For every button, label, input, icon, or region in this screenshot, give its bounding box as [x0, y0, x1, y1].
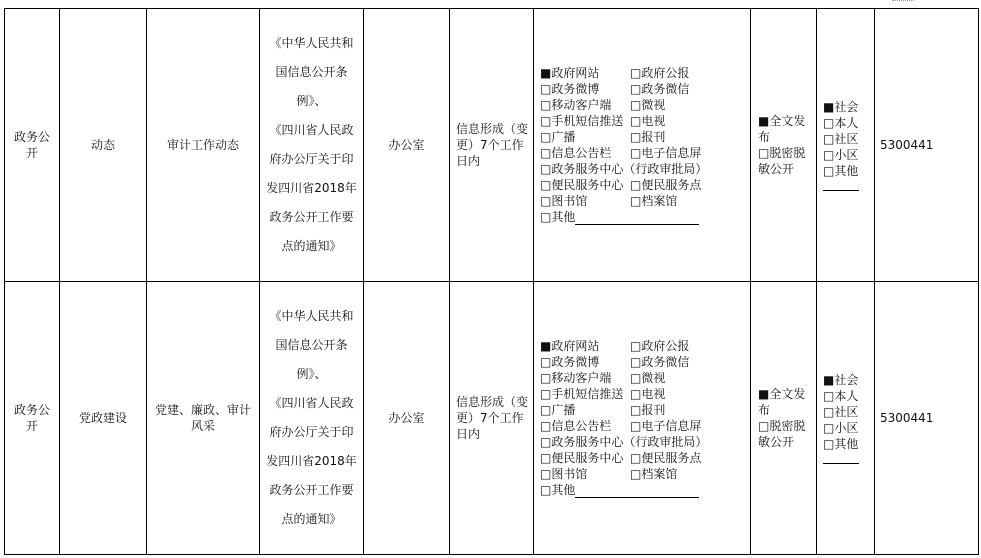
- department-cell: [364, 282, 450, 555]
- category-c-cell: [147, 282, 260, 555]
- channel-other-option[interactable]: □其他: [540, 482, 744, 498]
- audience-other-blank[interactable]: [823, 453, 859, 464]
- audience-list: [823, 372, 868, 464]
- category-c-line: 风采: [190, 419, 215, 433]
- department-text: 办公室: [388, 138, 425, 152]
- channel-option[interactable]: □政务微信: [630, 82, 690, 96]
- basis-text: [266, 302, 357, 534]
- code-cell: [875, 282, 979, 555]
- category-a-line: 开: [25, 419, 38, 433]
- category-a-text: [11, 129, 53, 161]
- channel-option[interactable]: ■政府网站: [540, 339, 600, 353]
- channel-option[interactable]: □便民服务点: [630, 178, 702, 192]
- channel-option[interactable]: □便民服务中心: [540, 178, 624, 192]
- category-b-text: 党政建设: [78, 411, 127, 425]
- code-cell: [875, 9, 979, 282]
- audience-option[interactable]: □其他: [823, 164, 859, 178]
- category-a-line: 政务公: [13, 130, 50, 144]
- category-b-cell: [60, 282, 147, 555]
- channel-option[interactable]: □移动客户端: [540, 371, 612, 385]
- table-row: [5, 9, 979, 282]
- audience-option[interactable]: □小区: [823, 421, 859, 435]
- channels-cell: [534, 282, 751, 555]
- page-edge-marker: [892, 0, 914, 2]
- publish-mode-option[interactable]: □脱密脱: [758, 146, 806, 160]
- basis-text: [266, 29, 357, 261]
- channel-option[interactable]: □电视: [630, 114, 666, 128]
- basis-line: 例》、: [296, 94, 327, 108]
- channel-option[interactable]: ■政府网站: [540, 66, 600, 80]
- category-a-line: 开: [25, 146, 38, 160]
- audience-cell: [817, 282, 875, 555]
- channel-option[interactable]: □报刊: [630, 403, 666, 417]
- category-c-line: 党建、廉政、审计: [154, 403, 251, 417]
- channel-other-option[interactable]: □其他: [540, 209, 744, 225]
- publish-mode-cell: [751, 9, 817, 282]
- department-cell: [364, 9, 450, 282]
- basis-line: 政务公开工作要: [269, 210, 354, 224]
- audience-option[interactable]: □其他: [823, 437, 859, 451]
- channel-option[interactable]: □手机短信推送: [540, 114, 624, 128]
- channel-option[interactable]: □便民服务点: [630, 451, 702, 465]
- channel-list: [540, 65, 744, 225]
- timeline-line: 更）7个工作: [456, 411, 524, 425]
- audience-option[interactable]: ■社会: [823, 100, 859, 114]
- department-text: 办公室: [388, 411, 425, 425]
- channel-option[interactable]: □移动客户端: [540, 98, 612, 112]
- channel-option[interactable]: □手机短信推送: [540, 387, 624, 401]
- timeline-cell: [450, 282, 534, 555]
- publish-mode-cell: [751, 282, 817, 555]
- basis-line: 《四川省人民政: [269, 396, 354, 410]
- channel-option[interactable]: □图书馆: [540, 467, 588, 481]
- channel-option[interactable]: □政务微信: [630, 355, 690, 369]
- timeline-line: 日内: [456, 154, 481, 168]
- channel-option[interactable]: □政务微博: [540, 355, 600, 369]
- basis-line: 国信息公开条: [275, 65, 348, 79]
- channel-other-blank[interactable]: [575, 485, 699, 498]
- table-body: [5, 9, 979, 555]
- channel-list: [540, 338, 744, 498]
- channel-option[interactable]: □广播: [540, 130, 576, 144]
- basis-line: 发四川省2018年: [266, 454, 357, 468]
- channel-option[interactable]: □政务服务中心（行政审批局）: [540, 162, 708, 176]
- timeline-line: 日内: [456, 427, 481, 441]
- channel-option[interactable]: □政务微博: [540, 82, 600, 96]
- audience-other-blank[interactable]: [823, 180, 859, 191]
- channel-option[interactable]: □档案馆: [630, 467, 678, 481]
- category-a-cell: [5, 9, 60, 282]
- channel-option[interactable]: □广播: [540, 403, 576, 417]
- channel-option[interactable]: □微视: [630, 98, 666, 112]
- channel-option[interactable]: □电子信息屏: [630, 146, 702, 160]
- basis-line: 国信息公开条: [275, 338, 348, 352]
- basis-line: 《中华人民共和: [269, 36, 354, 50]
- channel-option[interactable]: □政府公报: [630, 339, 690, 353]
- channel-option[interactable]: □政府公报: [630, 66, 690, 80]
- category-a-line: 政务公: [13, 403, 50, 417]
- channel-option[interactable]: □信息公告栏: [540, 419, 612, 433]
- basis-line: 发四川省2018年: [266, 181, 357, 195]
- channel-option[interactable]: □电子信息屏: [630, 419, 702, 433]
- channel-other-blank[interactable]: [575, 212, 699, 225]
- publish-mode-option[interactable]: ■全文发: [758, 114, 806, 128]
- disclosure-table: [4, 8, 979, 555]
- timeline-line: 更）7个工作: [456, 138, 524, 152]
- timeline-cell: [450, 9, 534, 282]
- publish-mode-option[interactable]: 敏公开: [758, 435, 795, 449]
- category-c-text: [153, 137, 253, 153]
- basis-cell: [260, 9, 364, 282]
- channel-option[interactable]: □政务服务中心（行政审批局）: [540, 435, 708, 449]
- category-a-text: [11, 402, 53, 434]
- basis-line: 府办公厅关于印: [269, 152, 354, 166]
- timeline-line: 信息形成（变: [456, 395, 529, 409]
- category-b-text: 动态: [90, 138, 115, 152]
- basis-line: 政务公开工作要: [269, 483, 354, 497]
- category-b-cell: [60, 9, 147, 282]
- timeline-text: [456, 394, 527, 442]
- channel-option[interactable]: □档案馆: [630, 194, 678, 208]
- publish-mode-list: [758, 386, 810, 450]
- table-row: [5, 282, 979, 555]
- basis-line: 点的通知》: [281, 512, 342, 526]
- basis-cell: [260, 282, 364, 555]
- publish-mode-option[interactable]: 布: [758, 403, 771, 417]
- basis-line: 府办公厅关于印: [269, 425, 354, 439]
- channel-option[interactable]: □报刊: [630, 130, 666, 144]
- code-text: 5300441: [880, 138, 934, 152]
- audience-option[interactable]: □小区: [823, 148, 859, 162]
- basis-line: 例》、: [296, 367, 327, 381]
- audience-cell: [817, 9, 875, 282]
- category-c-line: 审计工作动态: [166, 138, 239, 152]
- channel-option[interactable]: □微视: [630, 371, 666, 385]
- audience-option[interactable]: □社区: [823, 405, 859, 419]
- publish-mode-option[interactable]: 布: [758, 130, 771, 144]
- publish-mode-list: [758, 113, 810, 177]
- publish-mode-option[interactable]: 敏公开: [758, 162, 795, 176]
- channel-option[interactable]: □信息公告栏: [540, 146, 612, 160]
- category-c-cell: [147, 9, 260, 282]
- publish-mode-option[interactable]: □脱密脱: [758, 419, 806, 433]
- timeline-text: [456, 121, 527, 169]
- channels-cell: [534, 9, 751, 282]
- basis-line: 《中华人民共和: [269, 309, 354, 323]
- audience-list: [823, 99, 868, 191]
- basis-line: 点的通知》: [281, 239, 342, 253]
- category-c-text: [153, 402, 253, 434]
- channel-option[interactable]: □便民服务中心: [540, 451, 624, 465]
- basis-line: 《四川省人民政: [269, 123, 354, 137]
- code-text: 5300441: [880, 411, 934, 425]
- publish-mode-option[interactable]: ■全文发: [758, 387, 806, 401]
- channel-option[interactable]: □图书馆: [540, 194, 588, 208]
- timeline-line: 信息形成（变: [456, 122, 529, 136]
- audience-option[interactable]: ■社会: [823, 373, 859, 387]
- channel-option[interactable]: □电视: [630, 387, 666, 401]
- category-a-cell: [5, 282, 60, 555]
- audience-option[interactable]: □本人: [823, 116, 859, 130]
- audience-option[interactable]: □社区: [823, 132, 859, 146]
- audience-option[interactable]: □本人: [823, 389, 859, 403]
